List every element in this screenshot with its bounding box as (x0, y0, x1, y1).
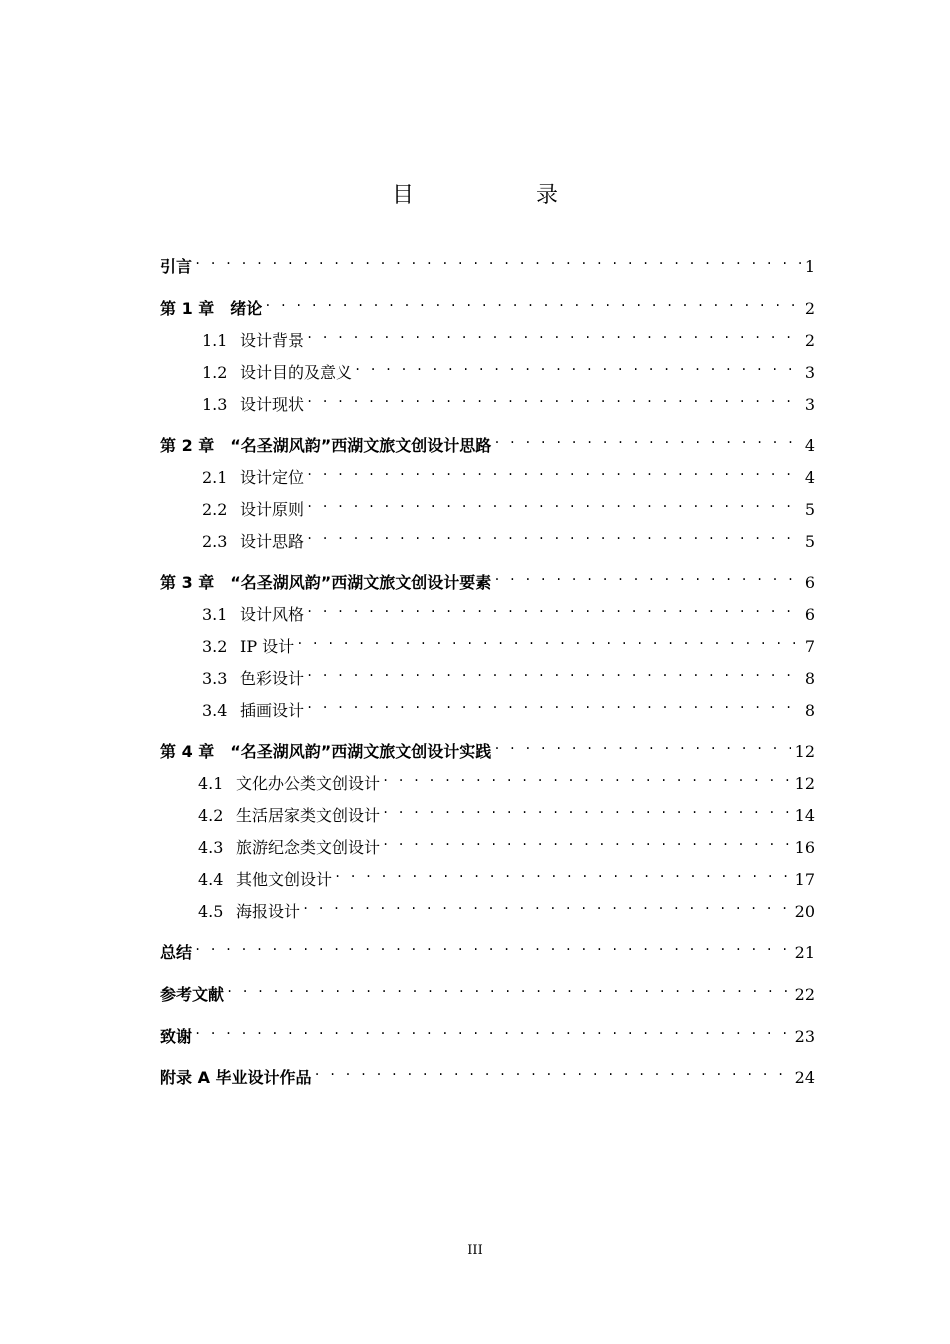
toc-entry-label: IP 设计 (240, 637, 295, 656)
toc-entry-label: 附录 A 毕业设计作品 (160, 1068, 312, 1087)
toc-entry-page: 3 (804, 395, 815, 414)
toc-entry-4-1[interactable] (198, 765, 815, 793)
toc-entry-label: 设计风格 (240, 605, 305, 624)
toc-entry-label: 设计背景 (240, 331, 305, 350)
toc-entry-number: 1.2 (202, 363, 228, 382)
toc-entry-page: 12 (794, 774, 815, 793)
dot-leader (262, 290, 801, 314)
toc-entry-label: 海报设计 (236, 902, 301, 921)
toc-entry-2-3[interactable] (202, 523, 815, 551)
toc-entry-label: 第 1 章 绪论 (160, 299, 263, 318)
dot-leader (192, 1018, 791, 1042)
toc-entry-number: 2.1 (202, 468, 228, 487)
toc-entry-1-3[interactable] (202, 386, 815, 414)
toc-entry-2-2[interactable] (202, 491, 815, 519)
toc-entry-page: 23 (794, 1027, 815, 1046)
toc-entry-label: 设计现状 (240, 395, 305, 414)
dot-leader (192, 248, 801, 272)
toc-entry-label: 其他文创设计 (236, 870, 333, 889)
dot-leader (192, 934, 791, 958)
toc-entry-number: 3.4 (202, 701, 228, 720)
toc-entry-number: 2.3 (202, 532, 228, 551)
toc-entry-chapter-4[interactable] (160, 733, 815, 761)
dot-leader (332, 861, 791, 885)
toc-entry-intro[interactable] (160, 248, 815, 276)
toc-entry-page: 2 (804, 331, 815, 350)
dot-leader (380, 765, 791, 789)
dot-leader (304, 523, 801, 547)
toc-entry-number: 3.3 (202, 669, 228, 688)
toc-entry-label: 第 4 章 “名圣湖风韵”西湖文旅文创设计实践 (160, 742, 492, 761)
dot-leader (304, 459, 801, 483)
toc-entry-label: 第 2 章 “名圣湖风韵”西湖文旅文创设计思路 (160, 436, 492, 455)
toc-entry-page: 8 (804, 701, 815, 720)
toc-entry-2-1[interactable] (202, 459, 815, 487)
toc-entry-label: 参考文献 (160, 985, 225, 1004)
toc-entry-page: 5 (804, 532, 815, 551)
toc-entry-label: 设计思路 (240, 532, 305, 551)
toc-entry-number: 4.3 (198, 838, 224, 857)
toc-entry-page: 4 (804, 436, 815, 455)
toc-entry-4-5[interactable] (198, 893, 815, 921)
dot-leader (224, 976, 791, 1000)
toc-entry-page: 16 (794, 838, 815, 857)
toc-entry-4-3[interactable] (198, 829, 815, 857)
toc-entry-page: 12 (794, 742, 815, 761)
toc-entry-number: 3.1 (202, 605, 228, 624)
toc-entry-chapter-2[interactable] (160, 427, 815, 455)
toc-entry-3-3[interactable] (202, 660, 815, 688)
toc-entry-page: 4 (804, 468, 815, 487)
toc-entry-number: 4.5 (198, 902, 224, 921)
toc-entry-label: 插画设计 (240, 701, 305, 720)
dot-leader (491, 564, 801, 588)
toc-entry-number: 1.3 (202, 395, 228, 414)
dot-leader (304, 322, 801, 346)
toc-entry-page: 5 (804, 500, 815, 519)
toc-entry-3-4[interactable] (202, 692, 815, 720)
toc-entry-page: 14 (794, 806, 815, 825)
toc-entry-label: 引言 (160, 257, 193, 276)
toc-entry-page: 6 (804, 605, 815, 624)
toc-entry-page: 7 (804, 637, 815, 656)
toc-title: 目 录 (391, 183, 608, 208)
toc-entry-label: 致谢 (160, 1027, 193, 1046)
toc-entry-4-4[interactable] (198, 861, 815, 889)
page-number: III (467, 1243, 483, 1258)
toc-entry-references[interactable] (160, 976, 815, 1004)
toc-entry-3-1[interactable] (202, 596, 815, 624)
toc-entry-number: 1.1 (202, 331, 228, 350)
toc-entry-page: 1 (804, 257, 815, 276)
toc-entry-number: 3.2 (202, 637, 228, 656)
toc-entry-1-1[interactable] (202, 322, 815, 350)
dot-leader (491, 427, 801, 451)
toc-entry-page: 17 (794, 870, 815, 889)
toc-entry-page: 21 (794, 943, 815, 962)
toc-entry-number: 4.4 (198, 870, 224, 889)
toc-entry-1-2[interactable] (202, 354, 815, 382)
dot-leader (380, 829, 791, 853)
dot-leader (352, 354, 801, 378)
dot-leader (304, 491, 801, 515)
toc-entry-label: 总结 (160, 943, 193, 962)
toc-entry-label: 第 3 章 “名圣湖风韵”西湖文旅文创设计要素 (160, 573, 492, 592)
toc-entry-number: 4.1 (198, 774, 224, 793)
toc-entry-page: 24 (794, 1068, 815, 1087)
toc-entry-number: 4.2 (198, 806, 224, 825)
toc-entry-label: 设计目的及意义 (240, 363, 353, 382)
dot-leader (304, 386, 801, 410)
toc-entry-page: 6 (804, 573, 815, 592)
toc-entry-acknowledgements[interactable] (160, 1018, 815, 1046)
dot-leader (491, 733, 790, 757)
toc-entry-label: 色彩设计 (240, 669, 305, 688)
toc-entry-label: 文化办公类文创设计 (236, 774, 381, 793)
toc-entry-chapter-3[interactable] (160, 564, 815, 592)
dot-leader (304, 660, 801, 684)
toc-entry-number: 2.2 (202, 500, 228, 519)
toc-entry-page: 8 (804, 669, 815, 688)
toc-entry-label: 设计定位 (240, 468, 305, 487)
toc-entry-page: 2 (804, 299, 815, 318)
dot-leader (300, 893, 791, 917)
toc-entry-label: 旅游纪念类文创设计 (236, 838, 381, 857)
dot-leader (380, 797, 791, 821)
toc-entry-label: 生活居家类文创设计 (236, 806, 381, 825)
toc-entry-page: 20 (794, 902, 815, 921)
toc-entry-summary[interactable] (160, 934, 815, 962)
toc-entry-page: 22 (794, 985, 815, 1004)
toc-entry-page: 3 (804, 363, 815, 382)
dot-leader (312, 1059, 791, 1083)
dot-leader (304, 692, 801, 716)
dot-leader (304, 596, 801, 620)
toc-entry-chapter-1[interactable] (160, 290, 815, 318)
toc-entry-appendix-a[interactable] (160, 1059, 815, 1087)
dot-leader (294, 628, 801, 652)
toc-entry-4-2[interactable] (198, 797, 815, 825)
toc-entry-3-2[interactable] (202, 628, 815, 656)
toc-entry-label: 设计原则 (240, 500, 305, 519)
